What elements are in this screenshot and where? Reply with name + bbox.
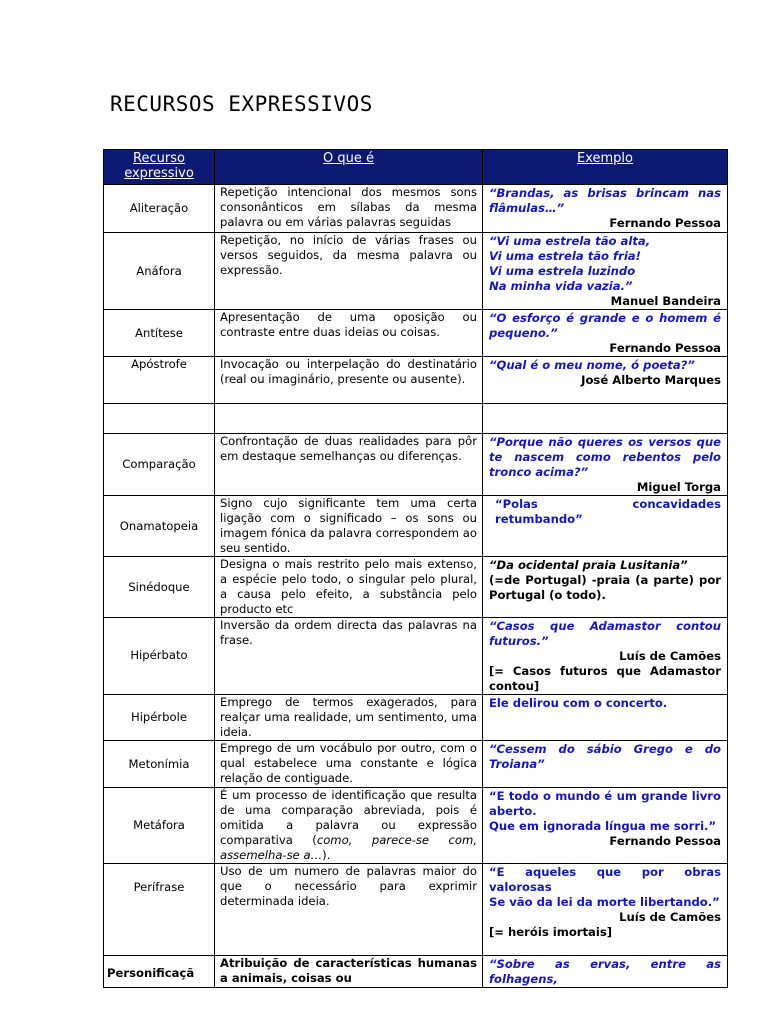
expressive-resources-table	[103, 149, 728, 988]
resource-definition: Uso de um numero de palavras maior do que o necessário para exprimir determinada ideia.	[215, 864, 483, 956]
resource-name: Personificaçã	[104, 956, 215, 988]
table-row	[104, 741, 728, 788]
resource-example: “Qual é o meu nome, ó poeta?” José Alberto Marques	[483, 357, 728, 404]
example-author: Fernando Pessoa	[609, 341, 721, 355]
resource-definition: Apresentação de uma oposição ou contraste entre duas ideias ou coisas.	[215, 310, 483, 357]
resource-definition: Emprego de um vocábulo por outro, com o qual estabelece uma constante e lógica relação de contiguade.	[215, 741, 483, 788]
table-row	[104, 310, 728, 357]
example-author: Luís de Camões	[619, 910, 721, 924]
table-row	[104, 788, 728, 864]
example-author: Fernando Pessoa	[609, 216, 721, 230]
resource-name: Hipérbole	[104, 695, 215, 741]
resource-example: “O esforço é grande e o homem é pequeno.” Fernando Pessoa	[483, 310, 728, 357]
header-resource: Recurso expressivo	[104, 150, 215, 185]
table-row	[104, 357, 728, 404]
resource-definition: Invocação ou interpelação do destinatário (real ou imaginário, presente ou ausente).	[215, 357, 483, 404]
resource-name: Metonímia	[104, 741, 215, 788]
page-title: RECURSOS EXPRESSIVOS	[110, 92, 373, 116]
resource-name: Perífrase	[104, 864, 215, 956]
resource-definition: Repetição intencional dos mesmos sons consonânticos em sílabas da mesma palavra ou em várias palavras seguidas	[215, 185, 483, 233]
header-example: Exemplo	[483, 150, 728, 185]
resource-name: Comparação	[104, 434, 215, 496]
resource-name: Sinédoque	[104, 557, 215, 618]
resource-example: “Vi uma estrela tão alta, Vi uma estrela tão fria! Vi uma estrela luzindo Na minha vida vazia.” Manuel Bandeira	[483, 233, 728, 310]
resource-example: “E aqueles que por obras valorosas Se vão da lei da morte libertando.” Luís de Camões [= heróis imortais]	[483, 864, 728, 956]
example-author: Luís de Camões	[619, 649, 721, 663]
table-row	[104, 864, 728, 956]
example-author: Manuel Bandeira	[610, 294, 721, 308]
table-row	[104, 233, 728, 310]
resource-name: Onamatopeia	[104, 496, 215, 557]
table-row	[104, 956, 728, 988]
resource-name: Apóstrofe	[104, 357, 215, 404]
table-row	[104, 496, 728, 557]
table-row	[104, 618, 728, 695]
resource-example: “Brandas, as brisas brincam nas flâmulas…” Fernando Pessoa	[483, 185, 728, 233]
resource-definition: Atribuição de características humanas a animais, coisas ou	[215, 956, 483, 988]
resource-example: Ele delirou com o concerto.	[483, 695, 728, 741]
resource-name: Metáfora	[104, 788, 215, 864]
resource-definition: Confrontação de duas realidades para pôr em destaque semelhanças ou diferenças.	[215, 434, 483, 496]
resource-definition: É um processo de identificação que resulta de uma comparação abreviada, pois é omitida a palavra ou expressão comparativa (como, parece-se com, assemelha-se a…).	[215, 788, 483, 864]
resource-name: Antítese	[104, 310, 215, 357]
example-author: Fernando Pessoa	[609, 834, 721, 848]
resource-name: Aliteração	[104, 185, 215, 233]
empty-row	[104, 404, 728, 434]
resource-definition: Repetição, no início de várias frases ou versos seguidos, da mesma palavra ou expressão.	[215, 233, 483, 310]
resource-definition: Inversão da ordem directa das palavras na frase.	[215, 618, 483, 695]
table-row	[104, 695, 728, 741]
resource-definition: Emprego de termos exagerados, para realçar uma realidade, um sentimento, uma ideia.	[215, 695, 483, 741]
example-author: José Alberto Marques	[581, 373, 721, 387]
resource-example: “Sobre as ervas, entre as folhagens,	[483, 956, 728, 988]
resource-example: “Da ocidental praia Lusitania” (=de Portugal) -praia (a parte) por Portugal (o todo).	[483, 557, 728, 618]
resource-example: “Polas concavidades retumbando”	[483, 496, 728, 557]
table-row	[104, 557, 728, 618]
resource-name: Anáfora	[104, 233, 215, 310]
resource-example: “Casos que Adamastor contou futuros.” Luís de Camões [= Casos futuros que Adamastor contou]	[483, 618, 728, 695]
resource-definition: Designa o mais restrito pelo mais extenso, a espécie pelo todo, o singular pelo plural, a causa pelo efeito, a substância pelo producto etc	[215, 557, 483, 618]
table-row	[104, 185, 728, 233]
table-row	[104, 434, 728, 496]
resource-definition: Signo cujo significante tem uma certa ligação com o significado – os sons ou imagem fónica da palavra correspondem ao seu sentido.	[215, 496, 483, 557]
resource-example: “E todo o mundo é um grande livro aberto. Que em ignorada língua me sorri.” Fernando Pessoa	[483, 788, 728, 864]
resource-name: Hipérbato	[104, 618, 215, 695]
resource-example: “Porque não queres os versos que te nascem como rebentos pelo tronco acima?” Miguel Torga	[483, 434, 728, 496]
resource-example: “Cessem do sábio Grego e do Troiana”	[483, 741, 728, 788]
example-author: Miguel Torga	[636, 480, 721, 494]
header-what-is: O que é	[215, 150, 483, 185]
table-header-row	[104, 150, 728, 185]
